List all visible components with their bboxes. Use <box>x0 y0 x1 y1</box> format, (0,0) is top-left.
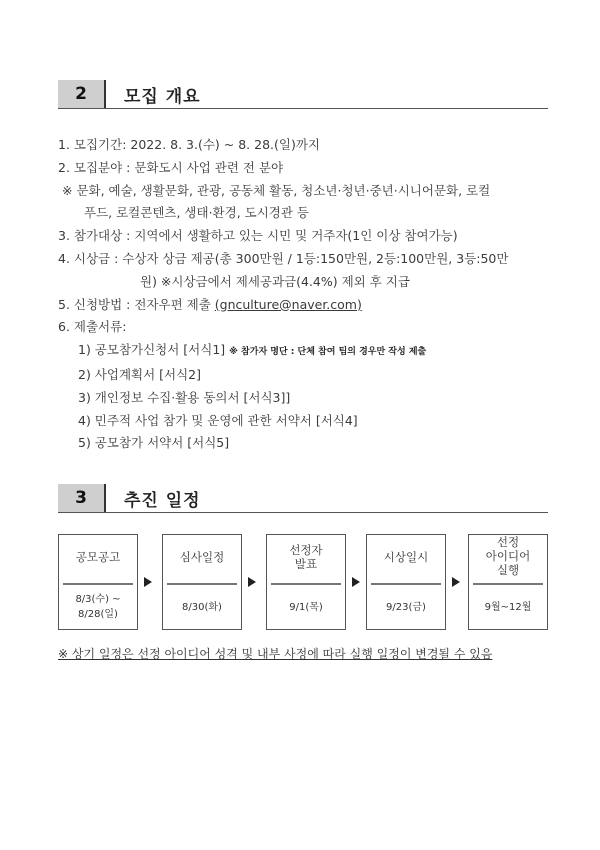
step-divider <box>167 583 237 585</box>
section-3-divider <box>104 484 106 512</box>
step-name: 심사일정 <box>179 550 225 564</box>
step-date: 9/1(목) <box>289 601 323 613</box>
item-period: 1. 모집기간: 2022. 8. 3.(수) ~ 8. 28.(일)까지 <box>58 137 320 152</box>
doc-item-5: 5) 공모참가 서약서 [서식5] <box>78 435 230 451</box>
doc-item-2: 2) 사업계획서 [서식2] <box>78 366 202 382</box>
item-field: 2. 모집분야 : 문화도시 사업 관련 전 분야 <box>58 159 284 175</box>
section-3-title: 추진 일정 <box>124 490 201 511</box>
step-divider <box>473 583 543 585</box>
arrow-right-icon <box>248 577 256 587</box>
item-prize: 4. 시상금 : 수상자 상금 제공(총 300만원 / 1등:150만원, 2등:100만원, 3등:50만 <box>58 250 509 266</box>
schedule-step-review <box>162 534 242 630</box>
item-docs-title: 6. 제출서류: <box>58 319 127 335</box>
item-field-note-cont: 푸드, 로컬콘텐츠, 생태·환경, 도시경관 등 <box>84 205 309 221</box>
schedule-step-announcement <box>58 534 138 630</box>
doc-item-3: 3) 개인정보 수집·활용 동의서 [서식3]] <box>78 389 291 405</box>
recruitment-overview <box>58 134 558 455</box>
step-date: 8/30(화) <box>182 601 222 613</box>
section-2-underline <box>58 108 548 109</box>
schedule-note: ※ 상기 일정은 선정 아이디어 성격 및 내부 사정에 따라 실행 일정이 변경될 수 있음 <box>58 647 493 661</box>
doc-item-1 <box>58 339 558 364</box>
item-prize-cont: 원) ※시상금에서 제세공과금(4.4%) 제외 후 지급 <box>140 273 410 289</box>
arrow-right-icon <box>352 577 360 587</box>
arrow-right-icon <box>144 577 152 587</box>
section-3-underline <box>58 512 548 513</box>
section-3-number: 3 <box>58 484 104 512</box>
apply-label: 5. 신청방법 : 전자우편 제출 <box>58 296 215 312</box>
schedule-flow <box>58 534 550 630</box>
step-divider <box>271 583 341 585</box>
section-2-title: 모집 개요 <box>124 86 201 107</box>
step-date: 9/23(금) <box>386 601 426 613</box>
schedule-step-award <box>366 534 446 630</box>
step-name: 시상일시 <box>383 550 429 564</box>
section-3-header <box>58 484 201 512</box>
doc-note: ※ 참가자 명단 : 단체 참여 팀의 경우만 작성 제출 <box>229 347 427 358</box>
section-2-divider <box>104 80 106 108</box>
item-field-note: ※ 문화, 예술, 생활문화, 관광, 공동체 활동, 청소년·청년·중년·시니어문화, 로컬 <box>62 182 491 198</box>
item-target: 3. 참가대상 : 지역에서 생활하고 있는 시민 및 거주자(1인 이상 참여가능) <box>58 228 458 244</box>
step-divider <box>371 583 441 585</box>
step-date: 9월~12월 <box>484 601 532 613</box>
section-2-header <box>58 80 201 108</box>
apply-email-link[interactable]: (gnculture@naver.com) <box>214 296 362 312</box>
step-name: 선정자 발표 <box>289 543 323 571</box>
section-2-number: 2 <box>58 80 104 108</box>
step-divider <box>63 583 133 585</box>
doc-item-4: 4) 민주적 사업 참가 및 운영에 관한 서약서 [서식4] <box>78 412 358 428</box>
step-name: 공모공고 <box>75 550 121 564</box>
step-name: 선정 아이디어 실행 <box>485 535 531 577</box>
arrow-right-icon <box>452 577 460 587</box>
step-date: 8/3(수) ~ 8/28(일) <box>75 594 121 620</box>
doc-label: 1) 공모참가신청서 [서식1] <box>78 342 226 358</box>
item-apply <box>58 294 558 317</box>
schedule-step-selection <box>266 534 346 630</box>
schedule-step-execution <box>468 534 548 630</box>
